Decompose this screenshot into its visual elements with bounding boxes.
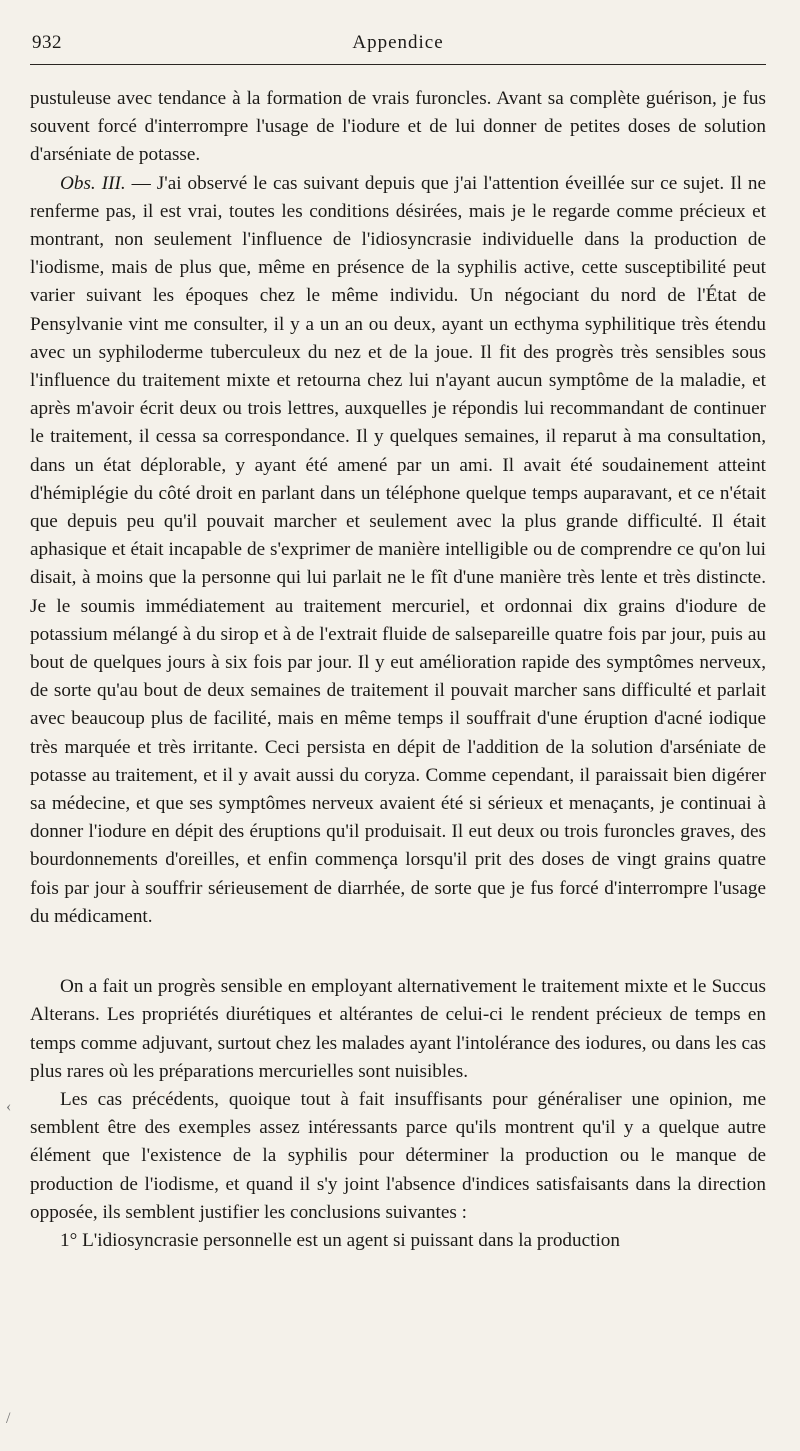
margin-mark: ‹: [6, 1098, 12, 1115]
paragraph-4: Les cas précédents, quoique tout à fait insuffisants pour généraliser une opinion, me semblent être des exemples assez intéressants parce qu'ils montrent qu'il y a quelque autre élément que l'existence de la syphilis pour déterminer la production ou le manque de production de l'iodisme, et quand il s'y joint l'absence d'indices satisfaisants dans la direction opposée, ils semblent justifier les conclusions suivantes :: [30, 1088, 766, 1223]
paragraph-5: 1° L'idiosyncrasie personnelle est un agent si puissant dans la production: [60, 1229, 620, 1251]
running-header: [30, 28, 766, 62]
body-text: [30, 85, 766, 1255]
paragraph-1: pustuleuse avec tendance à la formation de vrais furoncles. Avant sa complète guérison, je fus souvent forcé d'interrompre l'usage de l'iodure et de lui donner de petites doses de solution d'arséniate de potasse.: [30, 88, 766, 166]
paragraph-3: On a fait un progrès sensible en employant alternativement le traitement mixte et le Succus Alterans. Les propriétés diurétiques et altérantes de celui-ci le rendent précieux de temps en temps comme adjuvant, surtout chez les malades ayant l'intolérance des iodures, ou dans les cas plus rares où les préparations mercurielles sont nuisibles.: [30, 976, 766, 1082]
margin-mark: /: [6, 1410, 11, 1427]
header-rule: [30, 64, 766, 65]
observation-text: — J'ai observé le cas suivant depuis que j'ai l'attention éveillée sur ce sujet. Il ne renferme pas, il est vrai, toutes les conditions désirées, mais je le regarde comme précieux et montrant, non seulement l'influence de l'idiosyncrasie individuelle dans la production de l'iodisme, mais de plus que, même en présence de la syphilis active, cette susceptibilité peut varier suivant les époques chez le même individu. Un négociant du nord de l'État de Pensylvanie vint me consulter, il y a un an ou deux, ayant un ecthyma syphilitique très étendu avec un syphiloderme tuberculeux du nez et de la joue. Il fit des progrès très sensibles sous l'influence du traitement mixte et retourna chez lui n'ayant aucun symptôme de la maladie, et après m'avoir écrit deux ou trois lettres, auxquelles je répondis lui recommandant de continuer le traitement, il cessa sa correspondance. Il y quelques semaines, il reparut à ma consultation, dans un état déplorable, y ayant été amené par un ami. Il avait été soudainement atteint d'hémiplégie du côté droit en parlant dans un téléphone quelque temps auparavant, et ce n'était que depuis peu qu'il pouvait marcher et seulement avec la plus grande difficulté. Il était aphasique et était incapable de s'exprimer de manière intelligible ou de comprendre ce qu'on lui disait, à moins que la personne qui lui parlait ne le fît d'une manière très lente et très distincte. Je le soumis immédiatement au traitement mercuriel, et ordonnai dix grains d'iodure de potassium mélangé à du sirop et à de l'extrait fluide de salsepareille quatre fois par jour, puis au bout de quelques jours à six fois par jour. Il y eut amélioration rapide des symptômes nerveux, de sorte qu'au bout de deux semaines de traitement il pouvait marcher sans difficulté et parlait avec beaucoup plus de facilité, mais en même temps il souffrait d'une éruption d'acné iodique très marquée et très irritante. Ceci persista en dépit de l'addition de la solution d'arséniate de potasse au traitement, et il y avait aussi du coryza. Comme cependant, il paraissait bien digérer sa médecine, et que ses symptômes nerveux avaient été si sérieux et menaçants, je continuai à donner l'iodure en dépit des éruptions qu'il produisait. Il eut deux ou trois furoncles graves, des bourdonnements d'oreilles, et enfin commença lorsqu'il prit des doses de vingt grains quatre fois par jour à souffrir sérieusement de diarrhée, de sorte que je fus forcé d'interrompre l'usage du médicament.: [30, 172, 766, 927]
header-title: Appendice: [352, 32, 444, 53]
paragraph-observation-3: [30, 170, 766, 931]
page-number: 932: [32, 32, 62, 53]
observation-label: Obs. III.: [60, 172, 126, 194]
